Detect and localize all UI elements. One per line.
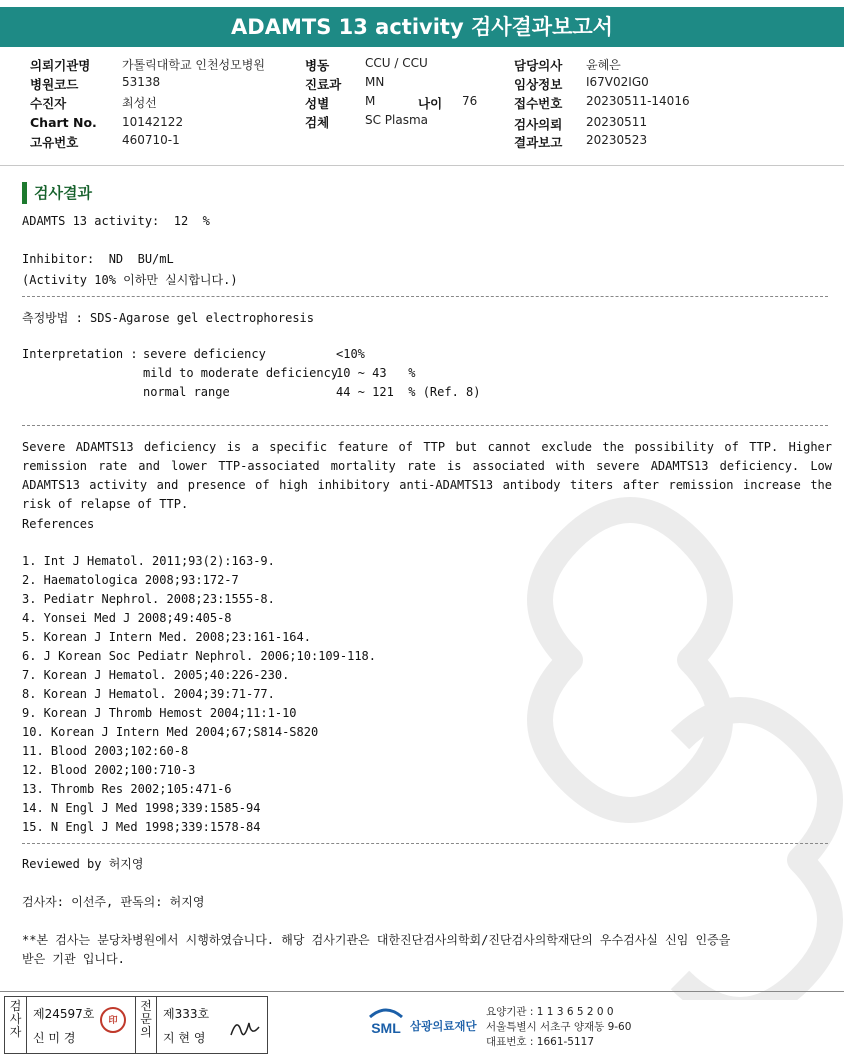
ward-value: CCU / CCU xyxy=(365,56,428,70)
dept-label: 진료과 xyxy=(305,77,342,92)
tester-license: 제24597호 xyxy=(33,1007,95,1021)
accreditation-note: **본 검사는 분당차병원에서 시행하였습니다. 해당 검사기관은 대한진단검사의학회/진단검사의학재단의 우수검사실 신임 인증을 xyxy=(22,933,731,947)
section-title: 검사결과 xyxy=(22,182,92,204)
age-label: 나이 xyxy=(418,96,443,111)
org-code: 요양기관 : 1 1 3 6 5 2 0 0 xyxy=(486,1006,614,1018)
request-date-value: 20230511 xyxy=(586,115,648,129)
sml-logo xyxy=(366,1003,406,1041)
unique-id-value: 460710-1 xyxy=(122,133,180,147)
reference-item: 14. N Engl J Med 1998;339:1585-94 xyxy=(22,801,261,815)
report-date-label: 결과보고 xyxy=(514,135,563,150)
org-address: 서울특별시 서초구 양재동 9-60 xyxy=(486,1021,632,1033)
patient-value: 최성선 xyxy=(122,96,157,110)
signature-box xyxy=(4,996,268,1054)
references-title: References xyxy=(22,517,95,531)
seal-stamp: 印 xyxy=(100,1007,126,1033)
footer-divider xyxy=(0,991,844,992)
comment-paragraph: Severe ADAMTS13 deficiency is a specific feature of TTP but cannot exclude the possibility of TTP. Higher remission rate and lower TTP-associated mortality rate is associated with severe ADAMTS13 deficiency. Low ADAMTS13 activity and presence of high inhibitory anti-ADAMTS13 antibody titers after remission increase the risk of relapse of TTP. xyxy=(22,440,832,511)
examiners-line: 검사자: 이선주, 판독의: 허지영 xyxy=(22,895,205,909)
interp-name: mild to moderate deficiency xyxy=(143,366,339,380)
patient-info xyxy=(0,56,844,156)
ward-label: 병동 xyxy=(305,58,330,73)
reviewed-by: Reviewed by 허지영 xyxy=(22,857,144,871)
reference-item: 13. Thromb Res 2002;105:471-6 xyxy=(22,782,232,796)
sex-label: 성별 xyxy=(305,96,330,111)
reference-item: 11. Blood 2003;102:60-8 xyxy=(22,744,189,758)
reference-item: 1. Int J Hematol. 2011;93(2):163-9. xyxy=(22,554,275,568)
reference-item: 10. Korean J Intern Med 2004;67;S814-S820 xyxy=(22,725,319,739)
inhibitor-note: (Activity 10% 이하만 실시합니다.) xyxy=(22,273,238,287)
clinical-info-value: I67V02IG0 xyxy=(586,75,649,89)
patient-label: 수진자 xyxy=(30,96,67,111)
org-info xyxy=(486,1005,631,1050)
dashed-divider xyxy=(22,843,828,844)
clinical-info-label: 임상정보 xyxy=(514,77,563,92)
accreditation-note-2: 받은 기관 입니다. xyxy=(22,952,125,966)
reference-item: 3. Pediatr Nephrol. 2008;23:1555-8. xyxy=(22,592,275,606)
doctor-vertical-label: 전문의 xyxy=(135,997,157,1053)
interp-range: <10% xyxy=(336,347,365,361)
tester-name: 신 미 경 xyxy=(33,1031,76,1045)
org-phone: 대표번호 : 1661-5117 xyxy=(486,1036,595,1048)
request-date-label: 검사의뢰 xyxy=(514,117,563,132)
interpretation-label: Interpretation : xyxy=(22,347,138,361)
sml-logo-text: SML xyxy=(371,1020,401,1036)
dashed-divider xyxy=(22,296,828,297)
doctor-label: 담당의사 xyxy=(514,58,563,73)
report-date-value: 20230523 xyxy=(586,133,648,147)
dept-value: MN xyxy=(365,75,385,89)
hospital-value: 가톨릭대학교 인천성모병원 xyxy=(122,58,265,72)
tester-vertical-label: 검사자 xyxy=(5,997,27,1053)
method-line: 측정방법 : SDS-Agarose gel electrophoresis xyxy=(22,311,315,325)
hospital-code-label: 병원코드 xyxy=(30,77,79,92)
interp-name: severe deficiency xyxy=(143,347,266,361)
reference-item: 9. Korean J Thromb Hemost 2004;11:1-10 xyxy=(22,706,297,720)
receipt-no-value: 20230511-14016 xyxy=(586,94,690,108)
age-value: 76 xyxy=(462,94,478,108)
interp-range: 44 ~ 121 % (Ref. 8) xyxy=(336,385,481,399)
doctor-value: 윤혜은 xyxy=(586,58,621,72)
sml-org-name: 삼광의료재단 xyxy=(410,1019,477,1033)
dashed-divider xyxy=(22,425,828,426)
report-title: ADAMTS 13 activity 검사결과보고서 xyxy=(0,7,844,47)
reference-item: 8. Korean J Hematol. 2004;39:71-77. xyxy=(22,687,275,701)
doctor-name: 지 현 영 xyxy=(163,1031,206,1045)
specimen-label: 검체 xyxy=(305,115,330,130)
divider xyxy=(0,165,844,166)
chart-no-label: Chart No. xyxy=(30,115,97,130)
hospital-code-value: 53138 xyxy=(122,75,161,89)
sex-value: M xyxy=(365,94,376,108)
activity-result: ADAMTS 13 activity: 12 % xyxy=(22,214,210,228)
doctor-license: 제333호 xyxy=(163,1007,210,1021)
hospital-label: 의뢰기관명 xyxy=(30,58,91,73)
reference-item: 6. J Korean Soc Pediatr Nephrol. 2006;10:109-118. xyxy=(22,649,377,663)
inhibitor-result: Inhibitor: ND BU/mL xyxy=(22,252,174,266)
reference-item: 12. Blood 2002;100:710-3 xyxy=(22,763,196,777)
receipt-no-label: 접수번호 xyxy=(514,96,563,111)
interp-name: normal range xyxy=(143,385,230,399)
interp-range: 10 ~ 43 % xyxy=(336,366,416,380)
reference-item: 15. N Engl J Med 1998;339:1578-84 xyxy=(22,820,261,834)
reference-item: 2. Haematologica 2008;93:172-7 xyxy=(22,573,239,587)
reference-item: 7. Korean J Hematol. 2005;40:226-230. xyxy=(22,668,290,682)
reference-item: 5. Korean J Intern Med. 2008;23:161-164. xyxy=(22,630,311,644)
chart-no-value: 10142122 xyxy=(122,115,184,129)
unique-id-label: 고유번호 xyxy=(30,135,79,150)
specimen-value: SC Plasma xyxy=(365,113,429,127)
reference-item: 4. Yonsei Med J 2008;49:405-8 xyxy=(22,611,232,625)
signature-scribble xyxy=(227,1015,263,1043)
